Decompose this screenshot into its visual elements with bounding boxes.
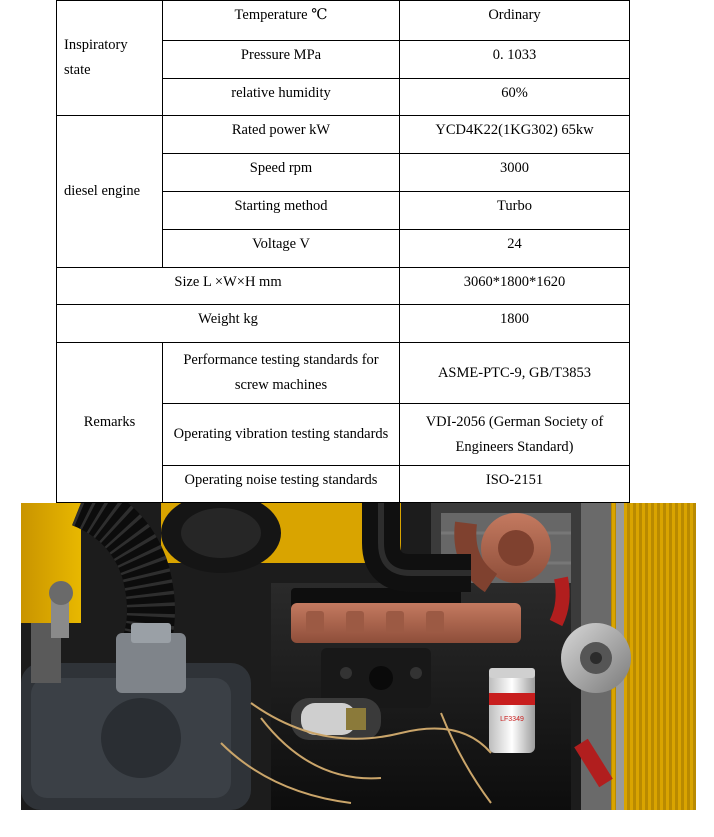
spec-table: [56, 0, 630, 503]
spec-label: Performance testing standards for screw machines: [163, 343, 400, 404]
weight-value: 1800: [400, 305, 630, 343]
spec-value: YCD4K22(1KG302) 65kw: [400, 116, 630, 154]
weight-label: Weight kg: [57, 305, 400, 343]
size-label: Size L ×W×H mm: [57, 268, 400, 305]
category-inspiratory: Inspiratory state: [57, 1, 163, 116]
spec-value: 3000: [400, 154, 630, 192]
spec-label: Rated power kW: [163, 116, 400, 154]
category-remarks: Remarks: [57, 343, 163, 503]
spec-label: relative humidity: [163, 79, 400, 116]
category-diesel-engine: diesel engine: [57, 116, 163, 268]
engine-photo: [21, 503, 696, 810]
size-value: 3060*1800*1620: [400, 268, 630, 305]
oil-filter: [489, 668, 535, 753]
table-row: [57, 268, 630, 305]
spec-value: ASME-PTC-9, GB/T3853: [400, 343, 630, 404]
spec-value: 24: [400, 230, 630, 268]
spec-value: ISO-2151: [400, 466, 630, 503]
spec-value: Turbo: [400, 192, 630, 230]
table-row: [57, 116, 630, 154]
spec-label: Pressure MPa: [163, 41, 400, 79]
spec-label: Operating noise testing standards: [163, 466, 400, 503]
spec-label: Operating vibration testing standards: [163, 404, 400, 466]
oil-filter-label: LF3349: [500, 716, 524, 723]
spec-label: Temperature ℃: [163, 1, 400, 41]
alternator: [561, 623, 631, 693]
spec-value: 60%: [400, 79, 630, 116]
starter-motor: [291, 698, 381, 740]
spec-value: VDI-2056 (German Society of Engineers Standard): [400, 404, 630, 466]
exhaust-manifold: [291, 603, 521, 643]
spec-label: Speed rpm: [163, 154, 400, 192]
table-row: [57, 343, 630, 404]
spec-label: Voltage V: [163, 230, 400, 268]
spec-value: 0. 1033: [400, 41, 630, 79]
spec-value: Ordinary: [400, 1, 630, 41]
table-row: [57, 305, 630, 343]
spec-label: Starting method: [163, 192, 400, 230]
table-row: [57, 1, 630, 41]
